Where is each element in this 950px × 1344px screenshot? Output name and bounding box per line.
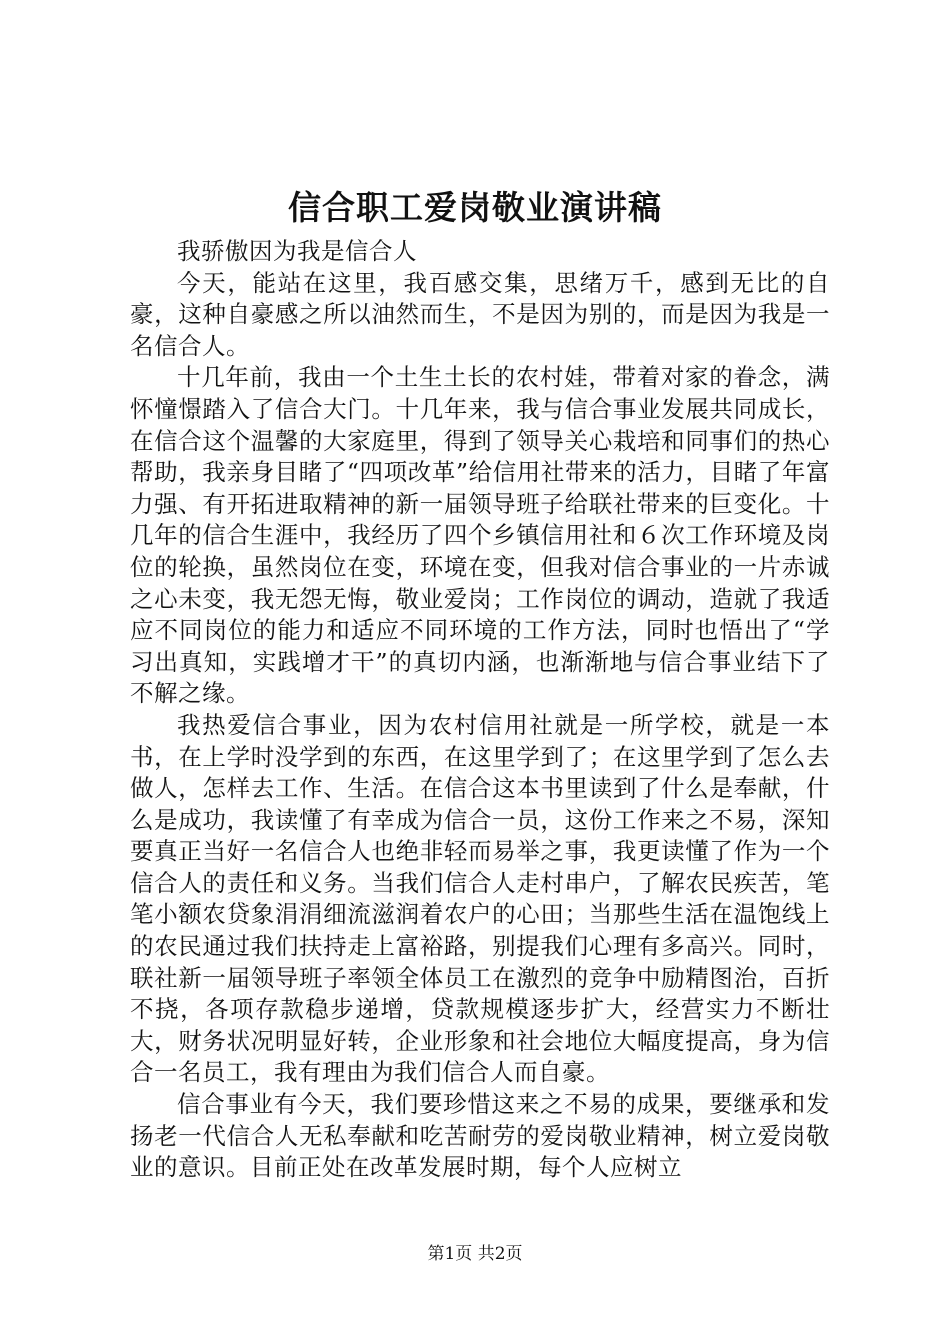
paragraph-subtitle: 我骄傲因为我是信合人 xyxy=(177,237,417,265)
paragraph: 今天，能站在这里，我百感交集，思绪万千，感到无比的自豪，这种自豪感之所以油然而生，不是因为别的，而是因为我是一名信合人。 xyxy=(130,268,830,360)
page-number-footer: 第1页 共2页 xyxy=(427,1244,523,1264)
document-body xyxy=(130,236,830,1184)
document-title: 信合职工爱岗敬业演讲稿 xyxy=(288,188,662,227)
paragraph: 我热爱信合事业，因为农村信用社就是一所学校，就是一本书，在上学时没学到的东西，在这里学到了；在这里学到了怎么去做人，怎样去工作、生活。在信合这本书里读到了什么是奉献，什么是成功，我读懂了有幸成为信合一员，这份工作来之不易，深知要真正当好一名信合人也绝非轻而易举之事，我更读懂了作为一个信合人的责任和义务。当我们信合人走村串户，了解农民疾苦，笔笔小额农贷象涓涓细流滋润着农户的心田；当那些生活在温饱线上的农民通过我们扶持走上富裕路，别提我们心理有多高兴。同时，联社新一届领导班子率领全体员工在激烈的竞争中励精图治，百折不挠，各项存款稳步递增，贷款规模逐步扩大，经营实力不断壮大，财务状况明显好转，企业形象和社会地位大幅度提高，身为信合一名员工，我有理由为我们信合人而自豪。 xyxy=(130,710,830,1087)
paragraph: 十几年前，我由一个土生土长的农村娃，带着对家的眷念，满怀憧憬踏入了信合大门。十几年来，我与信合事业发展共同成长，在信合这个温馨的大家庭里，得到了领导关心栽培和同事们的热心帮助，我亲身目睹了“四项改革”给信用社带来的活力，目睹了年富力强、有开拓进取精神的新一届领导班子给联社带来的巨变化。十几年的信合生涯中，我经历了四个乡镇信用社和６次工作环境及岗位的轮换，虽然岗位在变，环境在变，但我对信合事业的一片赤诚之心未变，我无怨无悔，敬业爱岗；工作岗位的调动，造就了我适应不同岗位的能力和适应不同环境的工作方法，同时也悟出了“学习出真知，实践增才干”的真切内涵，也渐渐地与信合事业结下了不解之缘。 xyxy=(130,363,830,708)
paragraph: 信合事业有今天，我们要珍惜这来之不易的成果，要继承和发扬老一代信合人无私奉献和吃苦耐劳的爱岗敬业精神，树立爱岗敬业的意识。目前正处在改革发展时期，每个人应树立 xyxy=(130,1090,830,1182)
